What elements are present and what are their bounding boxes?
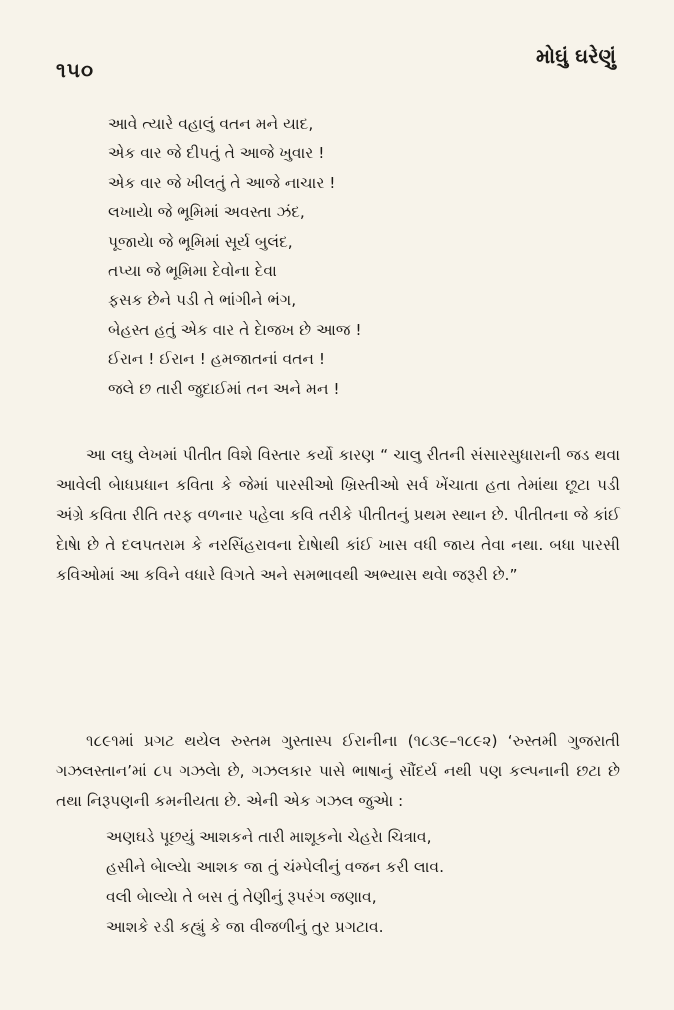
poem-line: એક વાર જે દીપતું તે આજે ખુવાર ! xyxy=(108,144,325,163)
paragraph-ghazal-intro: ૧૮૯૧માં પ્રગટ થયેલ રુસ્તમ ગુસ્તાસ્પ ઈરાનીના (૧૮૩૯–૧૮૯૨) ‘રુસ્તમી ગુજરાતી ગઝલસ્તાન’માં ૮૫ ગઝલેા છે, ગઝલકાર પાસે ભાષાનું સૌંદર્ય નથી પણ કલ્પનાની છટા છે તથા નિરૂપણની કમનીયતા છે. એની એક ગઝલ જુએા : xyxy=(56,731,620,810)
poem-line: એક વાર જે ખીલતું તે આજે નાચાર ! xyxy=(108,173,336,192)
running-head: મોઘું ઘરેણું xyxy=(536,44,616,68)
paragraph-commentary: આ લઘુ લેખમાં પીતીત વિશે વિસ્તાર કર્યો કારણ “ ચાલુ રીતની સંસારસુધારાની જડ થવા આવેલી બેાધપ્રધાન કવિતા કે જેમાં પારસીઓ ખ્રિસ્તીઓ સર્વ ખેંચાતા હતા તેમાંથા છૂટા પડી અંગ્રે કવિતા રીતિ તરફ વળનાર પહેલા કવિ તરીકે પીતીતનું પ્રથમ સ્થાન છે. પીતીતના જે કાંઈ દેાષેા છે તે દલપતરામ કે નરસિંહરાવના દેાષેાથી કાંઈ ખાસ વધી જાય તેવા નથા. બધા પારસી કવિઓમાં આ કવિને વધારે વિગતે અને સમભાવથી અભ્યાસ થવેા જરૂરી છે.” xyxy=(56,445,620,584)
poem-line: પૂજાયેા જે ભૂમિમાં સૂર્ય બુલંદ, xyxy=(108,232,293,251)
poem-line: બેહસ્ત હતું એક વાર તે દેાજખ છે આજ ! xyxy=(108,320,362,339)
poem-block-1 xyxy=(108,110,362,404)
poem-line: લખાયેા જે ભૂમિમાં અવસ્તા ઝંદ, xyxy=(108,203,305,222)
poem-line: તપ્યા જે ભૂમિમા દેવોના દેવા xyxy=(108,262,277,281)
poem-line: ઈરાન ! ઈરાન ! હમજાતનાં વતન ! xyxy=(108,350,326,369)
poem-line: આવે ત્યારે વહાલું વતન મને યાદ, xyxy=(108,115,314,133)
poem-line: જલે છ તારી જુદાઈમાં તન અને મન ! xyxy=(108,379,340,398)
poem-line: આશકે રડી કહ્યું કે જા વીજળીનું તુર પ્રગટાવ. xyxy=(106,918,384,936)
poem-line: અણઘડે પૂછયું આશકને તારી માશૂકનેા ચેહરેા ચિત્રાવ, xyxy=(106,828,432,846)
poem-line: વલી બેાલ્યેા તે બસ તું તેણીનું રૂપરંગ જણાવ, xyxy=(106,888,377,906)
poem-line: હસીને બેાલ્યેા આશક જા તું ચંમ્પેલીનું વજન કરી લાવ. xyxy=(106,858,444,876)
poem-line: ફસક છેને પડી તે ભાંગીને ભંગ, xyxy=(108,291,297,310)
poem-block-2 xyxy=(106,822,444,942)
page-number: ૧૫૦ xyxy=(56,58,94,82)
